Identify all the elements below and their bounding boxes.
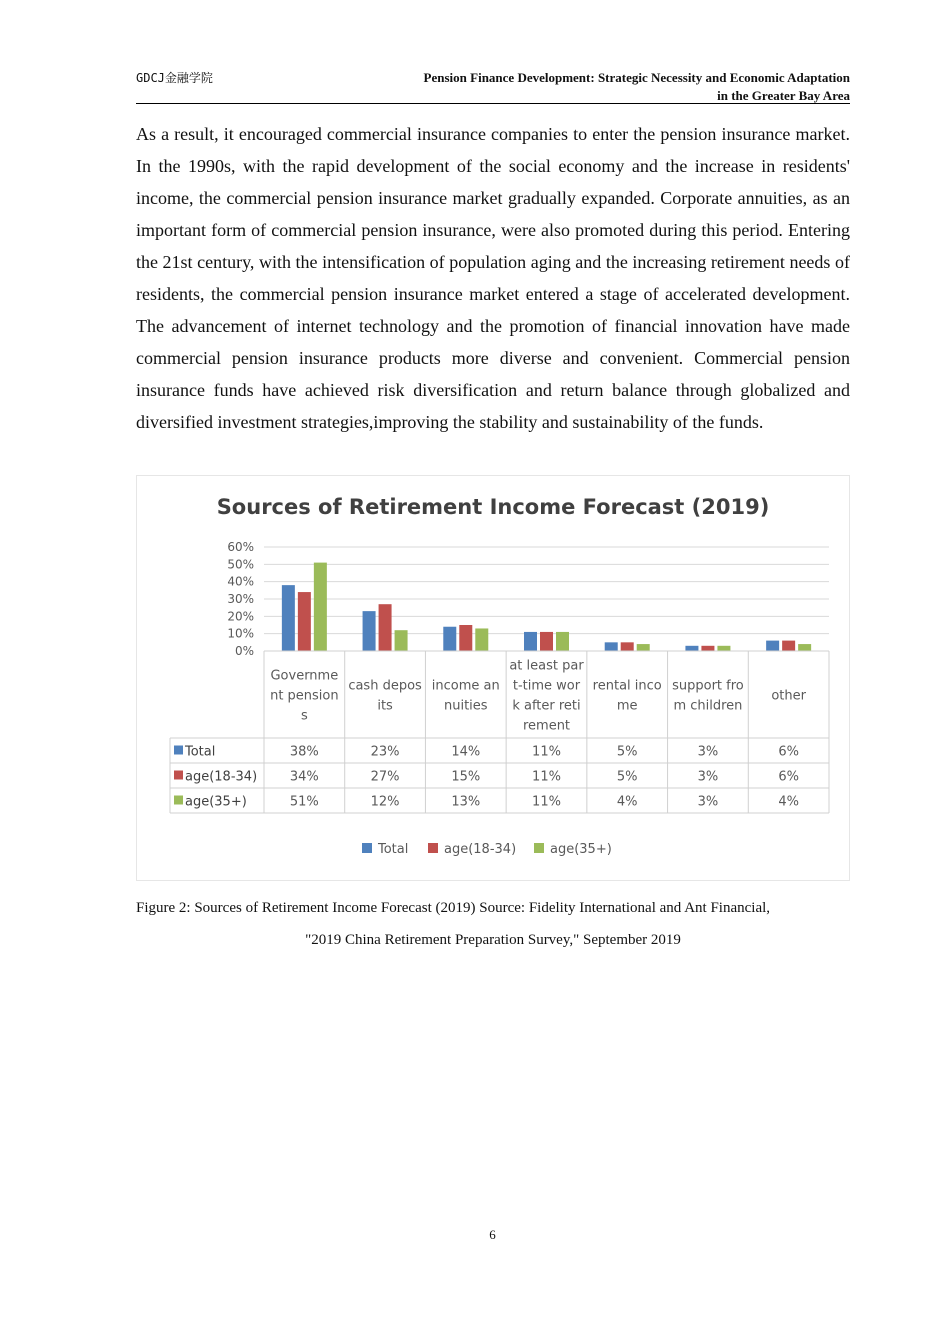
page-number: 6 <box>489 1227 496 1242</box>
data-label: 4% <box>616 794 638 810</box>
header-right-title <box>330 69 850 105</box>
data-label: 5% <box>616 744 638 760</box>
bar <box>314 563 327 651</box>
x-category-label: k after reti <box>512 698 581 714</box>
x-category-label: me <box>616 698 638 714</box>
bar <box>395 630 408 651</box>
y-tick-label: 30% <box>227 592 254 606</box>
legend-label: Total <box>378 842 409 857</box>
header-title-line-2: in the Greater Bay Area <box>717 88 850 103</box>
data-label: 11% <box>532 794 561 810</box>
bar <box>766 641 779 651</box>
data-label: 6% <box>778 769 799 785</box>
bar <box>798 644 811 651</box>
legend-label: age(35+) <box>550 842 612 857</box>
data-label: 3% <box>697 744 719 760</box>
bar <box>621 642 634 651</box>
legend-key <box>534 843 544 853</box>
chart-title: Sources of Retirement Income Forecast (2019) <box>216 495 770 519</box>
x-category-label: Governme <box>270 668 339 684</box>
data-label: 12% <box>370 794 400 810</box>
bar <box>379 604 392 651</box>
data-label: 34% <box>289 769 319 785</box>
x-category-label: s <box>300 708 308 724</box>
bar <box>363 611 376 651</box>
data-label: 4% <box>778 794 799 810</box>
data-label: 3% <box>697 794 719 810</box>
data-label: 6% <box>778 744 799 760</box>
bar <box>443 627 456 651</box>
data-label: 11% <box>532 744 561 760</box>
bar <box>524 632 537 651</box>
y-tick-label: 50% <box>227 557 254 572</box>
chart-frame <box>136 475 850 881</box>
bar <box>605 642 618 651</box>
legend-key <box>362 843 372 853</box>
x-category-label: other <box>771 688 806 704</box>
body-paragraph: As a result, it encouraged commercial insurance companies to enter the pension insurance market. In the 1990s, with the rapid development of the social economy and the increase in residents' income, the commercial pension insurance market gradually expanded. Corporate annuities, as an important form of commercial pension insurance, were also promoted during this period. Entering the 21st century, with the intensification of population aging and the increasing retirement needs of residents, the commercial pension insurance market entered a stage of accelerated development. The advancement of internet technology and the promotion of financial innovation have made commercial pension insurance products more diverse and convenient. Commercial pension insurance funds have achieved risk diversification and return balance through globalized and diversified investment strategies,improving the stability and sustainability of the funds. <box>136 124 850 432</box>
bar <box>459 625 472 651</box>
y-tick-label: 40% <box>227 574 254 589</box>
data-label: 11% <box>532 769 561 785</box>
header-title-line-1: Pension Finance Development: Strategic Necessity and Economic Adaptation <box>423 70 850 85</box>
table-series-name: age(35+) <box>185 794 247 810</box>
x-category-label: m children <box>673 698 743 714</box>
bar <box>282 585 295 651</box>
x-category-label: at least par <box>509 658 584 674</box>
figure-caption-line-2: "2019 China Retirement Preparation Survey," September 2019 <box>305 932 681 948</box>
x-category-label: t-time wor <box>512 678 581 694</box>
bar <box>782 641 795 651</box>
table-legend-key <box>174 796 183 805</box>
figure-caption-line-1: Figure 2: Sources of Retirement Income Forecast (2019) Source: Fidelity International and Ant Financial, <box>136 900 771 916</box>
x-category-label: its <box>377 698 393 714</box>
table-legend-key <box>174 771 183 780</box>
data-label: 51% <box>289 794 319 810</box>
data-label: 13% <box>451 794 481 810</box>
y-tick-label: 10% <box>227 626 254 641</box>
bar <box>556 632 569 651</box>
bar <box>701 646 714 651</box>
retirement-income-chart <box>137 476 849 880</box>
bar <box>540 632 553 651</box>
data-label: 23% <box>370 744 400 760</box>
bar <box>637 644 650 651</box>
legend-label: age(18-34) <box>444 842 517 857</box>
header-rule <box>136 103 850 104</box>
data-label: 27% <box>370 769 400 785</box>
bar <box>717 646 730 651</box>
y-tick-label: 60% <box>227 540 254 554</box>
y-tick-label: 0% <box>234 644 254 658</box>
data-label: 3% <box>697 769 719 785</box>
bar <box>475 628 488 651</box>
x-category-label: cash depos <box>348 678 422 694</box>
x-category-label: nuities <box>443 698 488 714</box>
x-category-label: support fro <box>672 678 744 694</box>
header-left-text: GDCJ金融学院 <box>136 71 213 85</box>
bar <box>298 592 311 651</box>
table-series-name: Total <box>185 744 216 760</box>
bar <box>685 646 698 651</box>
data-label: 14% <box>451 744 481 760</box>
y-tick-label: 20% <box>227 609 254 624</box>
data-label: 15% <box>451 769 481 785</box>
table-legend-key <box>174 746 183 755</box>
x-category-label: income an <box>431 678 500 694</box>
table-series-name: age(18-34) <box>185 769 258 785</box>
data-label: 38% <box>289 744 319 760</box>
x-category-label: rement <box>522 718 571 734</box>
legend-key <box>428 843 438 853</box>
data-label: 5% <box>616 769 638 785</box>
x-category-label: nt pension <box>270 688 339 704</box>
x-category-label: rental inco <box>592 678 662 694</box>
